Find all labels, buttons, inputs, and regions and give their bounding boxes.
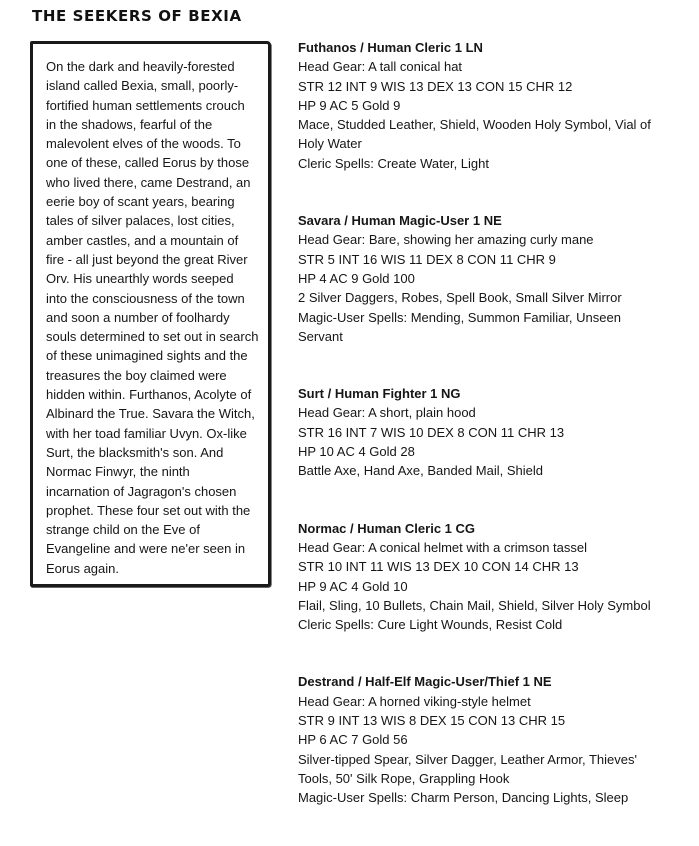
story-line: island called Bexia, small, poorly- (46, 78, 239, 94)
story-line: Surt, the blacksmith's son. And (46, 444, 224, 460)
story-line: incarnation of Jagragon's chosen (46, 483, 237, 499)
story-line: fire - all just beyond the great River (46, 251, 248, 267)
story-line: and soon a number of foolhardy (46, 309, 230, 325)
page-title: THE SEEKERS OF BEXIA (32, 7, 242, 25)
story-line: strange child on the Eve of (46, 522, 200, 538)
story-line: Normac Finwyr, the ninth (46, 464, 190, 480)
story-line: tales of silver palaces, lost cities, (46, 213, 235, 229)
story-line: who lived there, came Destrand, an (46, 174, 251, 190)
story-line: of these unimagined sights and the (46, 348, 248, 364)
character-line: STR 9 INT 13 WIS 8 DEX 15 CON 13 CHR 15 (298, 713, 566, 729)
story-line: hidden within. Furthanos, Acolyte of (46, 387, 252, 403)
character-line: Magic-User Spells: Charm Person, Dancing Lights, Sleep (298, 790, 629, 806)
character-line: STR 5 INT 16 WIS 11 DEX 8 CON 11 CHR 9 (298, 251, 556, 267)
character-name: Normac / Human Cleric 1 CG (298, 520, 475, 536)
story-line: amber castles, and a mountain of (46, 232, 239, 248)
character-line: STR 12 INT 9 WIS 13 DEX 13 CON 15 CHR 12 (298, 78, 573, 94)
character-line: Head Gear: A conical helmet with a crimson tassel (298, 539, 588, 555)
character-line: Cleric Spells: Create Water, Light (298, 155, 489, 171)
story-line: treasures the boy claimed were (46, 367, 227, 383)
story-line: On the dark and heavily-forested (46, 59, 235, 74)
story-line: Orv. His unearthly words seeped (46, 271, 234, 287)
story-line: souls determined to set out in search (46, 329, 259, 345)
character-entry-savara (298, 211, 693, 346)
character-line: 2 Silver Daggers, Robes, Spell Book, Small Silver Mirror (298, 290, 622, 306)
character-entry-surt (298, 384, 693, 480)
character-line: HP 6 AC 7 Gold 56 (298, 732, 408, 748)
character-list (298, 38, 693, 846)
story-line: malevolent elves of the woods. To (46, 136, 241, 152)
character-line: STR 10 INT 11 WIS 13 DEX 10 CON 14 CHR 13 (298, 559, 579, 575)
story-line: with her toad familiar Uvyn. Ox-like (46, 425, 247, 441)
story-line: prophet. These four set out with the (46, 502, 251, 518)
character-line: Tools, 50' Silk Rope, Grappling Hook (298, 770, 510, 786)
character-line: Head Gear: A tall conical hat (298, 59, 463, 75)
story-text (46, 57, 266, 578)
story-line: Evangeline and were ne'er seen in (46, 541, 246, 557)
character-line: Silver-tipped Spear, Silver Dagger, Leather Armor, Thieves' (298, 751, 637, 767)
character-line: Flail, Sling, 10 Bullets, Chain Mail, Shield, Silver Holy Symbol (298, 597, 651, 613)
character-line: Holy Water (298, 136, 362, 152)
story-line: in the shadows, fearful of the (46, 116, 213, 132)
character-entry-destrand (298, 672, 693, 807)
character-line: Head Gear: Bare, showing her amazing curly mane (298, 232, 594, 248)
character-entry-normac (298, 519, 693, 635)
character-name: Savara / Human Magic-User 1 NE (298, 213, 502, 229)
character-line: Servant (298, 328, 343, 344)
story-line: eerie boy of scant years, bearing (46, 194, 235, 210)
character-line: Magic-User Spells: Mending, Summon Familiar, Unseen (298, 309, 621, 325)
story-line: into the consciousness of the town (46, 290, 245, 306)
character-entry-futhanos (298, 38, 693, 173)
character-name: Destrand / Half-Elf Magic-User/Thief 1 NE (298, 674, 552, 690)
character-line: STR 16 INT 7 WIS 10 DEX 8 CON 11 CHR 13 (298, 424, 565, 440)
character-line: Head Gear: A horned viking-style helmet (298, 693, 531, 709)
story-line: Eorus again. (46, 560, 119, 576)
character-line: HP 4 AC 9 Gold 100 (298, 270, 415, 286)
story-line: one of these, called Eorus by those (46, 155, 250, 171)
character-name: Futhanos / Human Cleric 1 LN (298, 40, 483, 55)
character-line: Cleric Spells: Cure Light Wounds, Resist Cold (298, 617, 563, 633)
character-line: HP 10 AC 4 Gold 28 (298, 444, 415, 460)
character-line: Battle Axe, Hand Axe, Banded Mail, Shield (298, 463, 543, 479)
story-line: fortified human settlements crouch (46, 97, 245, 113)
character-line: HP 9 AC 5 Gold 9 (298, 97, 401, 113)
story-line: Albinard the True. Savara the Witch, (46, 406, 255, 422)
character-line: HP 9 AC 4 Gold 10 (298, 578, 408, 594)
character-line: Head Gear: A short, plain hood (298, 405, 476, 421)
character-line: Mace, Studded Leather, Shield, Wooden Holy Symbol, Vial of (298, 117, 651, 133)
character-name: Surt / Human Fighter 1 NG (298, 386, 461, 402)
